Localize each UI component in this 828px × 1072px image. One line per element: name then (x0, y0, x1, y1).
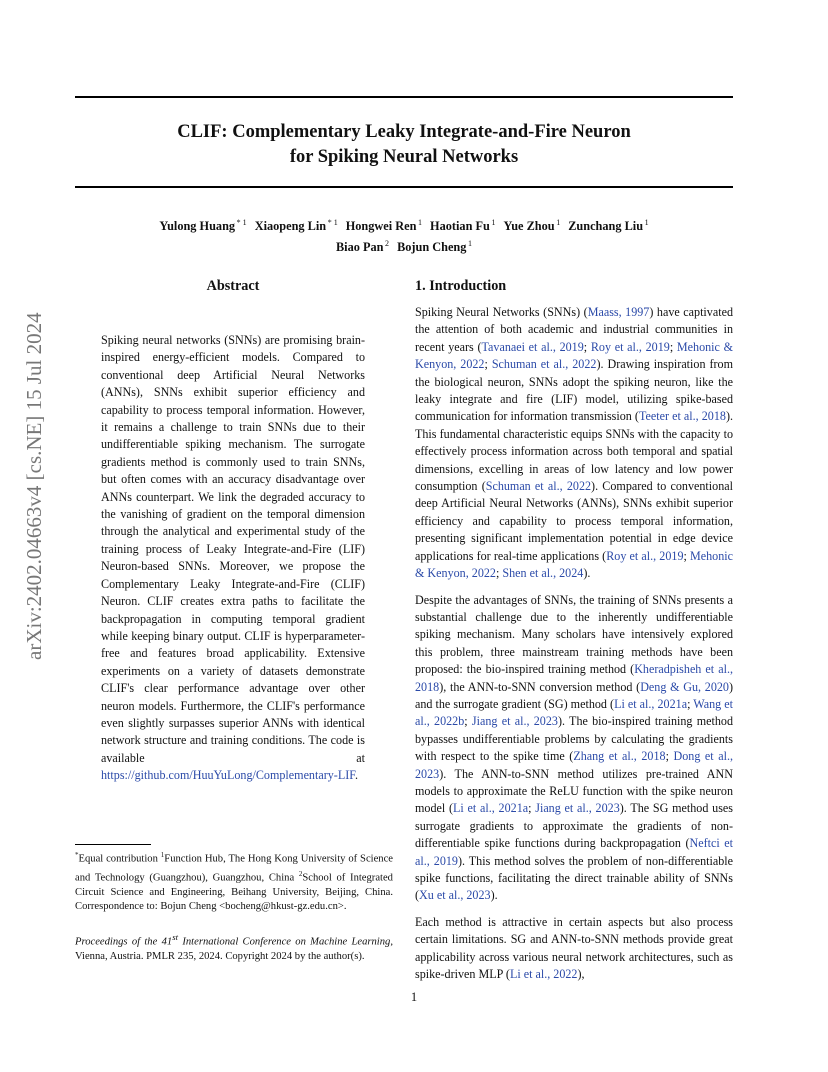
intro-text: ). Compared to conventional deep Artificial Neural Networks (ANNs), SNNs exhibit superior efficiency and capability to process temporal information, presenting significant implementation potential in edge device applications for real-time applications ( (415, 479, 733, 563)
citation-link[interactable]: Li et al., 2021a (614, 696, 688, 711)
abstract-heading: Abstract (206, 278, 260, 294)
citation-link[interactable]: Neftci et al., 2019 (415, 836, 734, 868)
author-affiliation-mark: 1 (416, 218, 423, 227)
footnote-mark-affil-2: 2 (298, 869, 303, 878)
intro-text: ; (495, 566, 503, 581)
page-number: 1 (410, 990, 418, 1004)
code-link[interactable]: https://github.com/HuuYuLong/Complementary-LIF (101, 768, 355, 783)
intro-text: ; (583, 339, 591, 354)
citation-link[interactable]: Zhang et al., 2018 (573, 749, 666, 764)
citation-link[interactable]: Shen et al., 2024 (502, 566, 584, 581)
title-line-2: for Spiking Neural Networks (289, 147, 519, 167)
author-name: Yue Zhou $^1$ (503, 218, 561, 234)
footnotes (75, 848, 393, 914)
intro-text: ). Drawing inspiration from the biological neuron, SNNs adopt the spiking neuron, like the leaky integrate and fire (LIF) model, utilizing spike-based communication for information transmission ( (415, 357, 733, 424)
intro-text: Despite the advantages of SNNs, the training of SNNs presents a substantial challenge due to the inherently undifferentiable spiking mechanism. Many scholars have intensively explored this problem, three mainstream training methods have been proposed: the bio-inspired training method ( (415, 592, 733, 677)
intro-text: ) have captivated the attention of both academic and industrial communities in recent years ( (415, 305, 733, 354)
intro-text: ). The SG method uses surrogate gradients to approximate the gradients of non-differentiable spike functions during backpropagation ( (415, 801, 733, 851)
citation-link[interactable]: Schuman et al., 2022 (491, 357, 597, 372)
proceedings-part1: Proceedings of the (75, 936, 162, 948)
intro-text: ). The bio-inspired training method bypasses undifferentiable problems by calculating the gradients with respect to the spike time ( (415, 714, 733, 764)
intro-text: ), (577, 967, 585, 982)
intro-text: ; (669, 339, 677, 354)
intro-paragraph (415, 304, 733, 583)
citation-link[interactable]: Dong et al., 2023 (415, 749, 733, 781)
intro-paragraph (415, 592, 733, 905)
title-line-1: CLIF: Complementary Leaky Integrate-and-Fire Neuron (177, 122, 631, 142)
citation-link[interactable]: Mehonic & Kenyon, 2022 (415, 548, 734, 581)
intro-paragraph (415, 914, 733, 984)
author-affiliation-mark: * 1 (235, 218, 247, 227)
abstract-text: Spiking neural networks (SNNs) are promising brain-inspired energy-efficient models. Compared to conventional deep Artificial Neural Networks (ANNs), SNNs exhibit superior efficiency and capability to process temporal information. However, it remains a challenge to train SNNs due to their undifferentiable spiking mechanism. The surrogate gradients method is commonly used to train SNNs, but often comes with an accuracy disadvantage over ANNs counterpart. We link the degraded accuracy to the vanishing of gradient on the temporal dimension through the analytical and experimental study of the training process of Leaky Integrate-and-Fire (LIF) Neuron-based SNNs. Moreover, we propose the Complementary Leaky Integrate-and-Fire (CLIF) Neuron. CLIF creates extra paths to facilitate the backpropagation in computing temporal gradient while keeping binary output. CLIF is hyperparameter-free and features broad applicability. Extensive experiments on a variety of datasets demonstrate CLIF's clear performance advantage over other neuron models. Furthermore, the CLIF's performance even slightly surpasses superior ANNs with identical network structure and training conditions. The code is available at (101, 333, 365, 765)
proceedings-conference: International Conference on Machine Learning (178, 936, 391, 948)
arxiv-identifier: arXiv:2402.04663v4 [cs.NE] 15 Jul 2024 (22, 312, 46, 660)
intro-text: ; (683, 548, 691, 563)
paper-title (75, 120, 733, 170)
citation-link[interactable]: Schuman et al., 2022 (485, 479, 592, 494)
intro-text: ). The ANN-to-SNN method utilizes pre-trained ANN models to approximate the ReLU function with the spike neuron model ( (415, 766, 733, 816)
intro-text: ). This fundamental characteristic equips SNNs with the capacity to effectively process information across both temporal and spatial dimensions, excelling in areas of low latency and low power consumption ( (415, 409, 733, 494)
intro-text: ; (528, 801, 536, 816)
author-affiliation-mark: 2 (383, 239, 390, 249)
intro-text: ; (464, 714, 472, 729)
intro-text: ), the ANN-to-SNN conversion method ( (439, 679, 641, 694)
footnote-affiliation-2: School of Integrated Circuit Science and Engineering, Beihang University, Beijing, China. Correspondence to: Bojun Cheng <bocheng@hkust-gz.edu.cn>. (75, 872, 393, 912)
intro-text: ; (484, 357, 492, 372)
author-affiliation-mark: 1 (466, 239, 473, 249)
abstract-body (101, 332, 365, 785)
citation-link[interactable]: Teeter et al., 2018 (638, 409, 726, 424)
proceedings-ordinal: st (172, 932, 179, 942)
author-name: Xiaopeng Lin $^{* 1}$ (254, 218, 338, 234)
introduction-body (415, 304, 733, 992)
abstract-link-end: . (355, 768, 359, 783)
citation-link[interactable]: Jiang et al., 2023 (535, 801, 620, 816)
footnote-rule (75, 844, 151, 845)
title-rule-top (75, 96, 733, 98)
author-line-1 (75, 214, 733, 235)
intro-text: ). (583, 566, 591, 581)
citation-link[interactable]: Roy et al., 2019 (590, 339, 670, 354)
footnote-mark-equal: * (75, 851, 79, 859)
author-name: Zunchang Liu $^1$ (568, 218, 649, 234)
intro-text: ; (687, 696, 694, 711)
author-name: Bojun Cheng $^1$ (397, 239, 473, 255)
citation-link[interactable]: Deng & Gu, 2020 (640, 679, 729, 694)
citation-link[interactable]: Li et al., 2021a (453, 801, 529, 816)
title-rule-bottom (75, 186, 733, 188)
intro-text: ; (665, 749, 674, 764)
citation-link[interactable]: Wang et al., 2022b (415, 696, 733, 729)
intro-text: ) and the surrogate gradient (SG) method ( (415, 679, 734, 711)
citation-link[interactable]: Tavanaei et al., 2019 (481, 339, 584, 354)
proceedings-details: , Vienna, Austria. PMLR 235, 2024. Copyright 2024 by the author(s). (75, 936, 393, 962)
author-name: Haotian Fu $^1$ (430, 218, 496, 234)
citation-link[interactable]: Li et al., 2022 (509, 967, 578, 982)
intro-text: ). (490, 888, 498, 903)
author-affiliation-mark: 1 (489, 218, 496, 227)
intro-text: ). This method solves the problem of non-differentiable spike functions, facilitating the direct trainable ability of SNNs ( (415, 853, 733, 903)
author-affiliation-mark: 1 (643, 218, 649, 227)
author-name: Biao Pan $^2$ (335, 239, 390, 255)
proceedings-number: 41 (161, 936, 173, 948)
author-list (75, 214, 733, 256)
author-affiliation-mark: 1 (554, 218, 561, 227)
intro-text: Each method is attractive in certain aspects but also process certain limitations. SG and ANN-to-SNN methods provide great applicability across various neural network architectures, such as spike-driven MLP ( (415, 914, 733, 982)
footnote-affiliation-1: Function Hub, The Hong Kong University of Science and Technology (Guangzhou), Guangzhou, China (75, 853, 393, 884)
author-name: Yulong Huang $^{* 1}$ (159, 218, 247, 234)
footnote-mark-affil-1: 1 (160, 851, 165, 859)
intro-text: Spiking Neural Networks (SNNs) ( (415, 305, 588, 319)
author-affiliation-mark: * 1 (326, 218, 338, 227)
citation-link[interactable]: Roy et al., 2019 (606, 548, 684, 563)
author-line-2 (75, 235, 733, 256)
footnote-equal-contribution: Equal contribution (78, 853, 161, 865)
author-name: Hongwei Ren $^1$ (345, 218, 423, 234)
citation-link[interactable]: Mehonic & Kenyon, 2022 (415, 339, 734, 372)
citation-link[interactable]: Kheradpisheh et al., 2018 (415, 662, 733, 694)
introduction-heading: 1. Introduction (415, 278, 507, 294)
citation-link[interactable]: Jiang et al., 2023 (471, 714, 558, 729)
citation-link[interactable]: Maass, 1997 (587, 305, 650, 319)
proceedings-note (75, 930, 393, 964)
citation-link[interactable]: Xu et al., 2023 (419, 888, 491, 903)
